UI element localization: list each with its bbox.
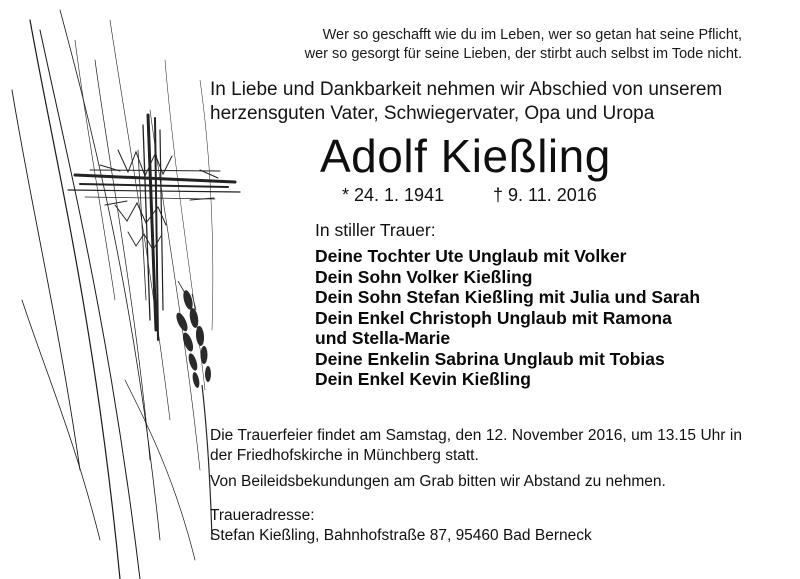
memorial-quote [182,26,742,64]
birth-date: * 24. 1. 1941 [342,185,445,205]
death-date: † 9. 11. 2016 [493,185,597,205]
mourning-address [210,506,592,546]
mourner-item: und Stella-Marie [315,328,451,348]
mourner-item: Dein Sohn Volker Kießling [315,266,533,287]
condolence-note: Von Beileidsbekundungen am Grab bitten wir Abstand zu nehmen. [210,473,666,490]
address-value: Stefan Kießling, Bahnhofstraße 87, 95460 Bad Berneck [210,527,592,544]
intro-line: In Liebe und Dankbarkeit nehmen wir Abschied von unserem [210,79,723,100]
farewell-intro [210,78,770,126]
mourning-heading: In stiller Trauer: [315,220,436,240]
mourner-item: Deine Tochter Ute Unglaub mit Volker [315,246,627,266]
mourner-item: Dein Enkel Christoph Unglaub mit Ramona [315,307,672,328]
intro-line: herzensguten Vater, Schwiegervater, Opa und Uropa [210,103,655,124]
mourner-item: Dein Enkel Kevin Kießling [315,369,531,389]
mourners-list [315,246,785,390]
funeral-info: Die Trauerfeier findet am Samstag, den 12. November 2016, um 13.15 Uhr in der Friedhofskirche in Münchberg statt. [210,427,742,464]
mourner-item: Dein Sohn Stefan Kießling mit Julia und Sarah [315,287,701,307]
deceased-name: Adolf Kießling [320,130,611,182]
quote-line: wer so gesorgt für seine Lieben, der stirbt auch selbst im Tode nicht. [304,46,742,62]
quote-line: Wer so geschafft wie du im Leben, wer so getan hat seine Pflicht, [322,27,742,43]
address-label: Traueradresse: [210,507,315,524]
mourner-item: Deine Enkelin Sabrina Unglaub mit Tobias [315,348,665,369]
